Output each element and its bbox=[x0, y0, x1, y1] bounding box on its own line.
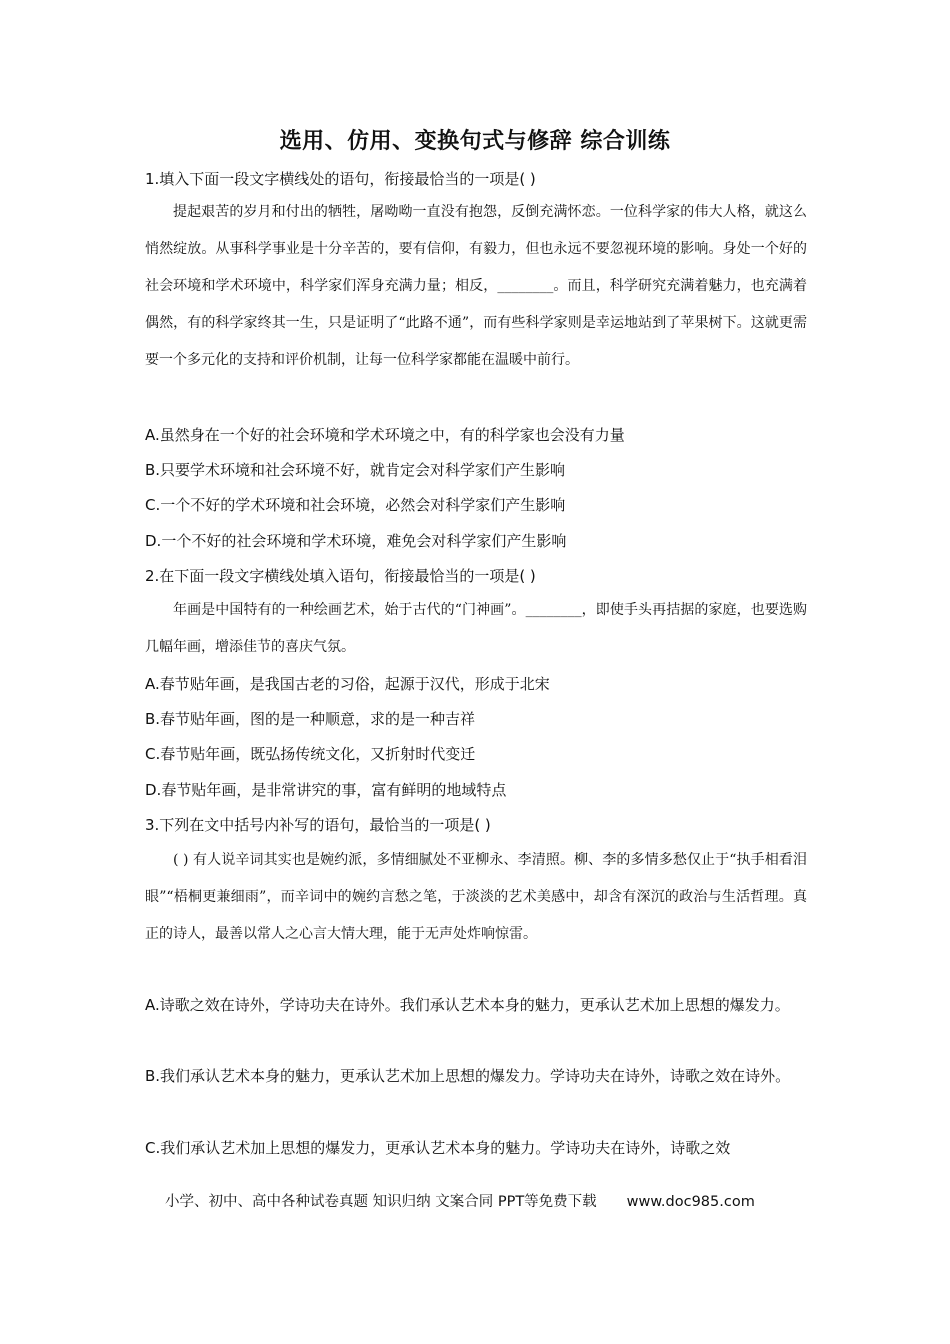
question-1-option-a: A.虽然身在一个好的社会环境和学术环境之中，有的科学家也会没有力量 bbox=[145, 426, 625, 444]
question-3-passage: ( ) 有人说辛词其实也是婉约派，多情细腻处不亚柳永、李清照。柳、李的多情多愁仅止于“执手相看泪眼”“梧桐更兼细雨”，而辛词中的婉约言愁之笔，于淡淡的艺术美感中，却含有深沉的政治与生活哲理。真正的诗人，最善以常人之心言大情大理，能于无声处炸响惊雷。 bbox=[145, 852, 807, 942]
question-1-option-c: C.一个不好的学术环境和社会环境，必然会对科学家们产生影响 bbox=[145, 496, 566, 514]
question-2-option-d: D.春节贴年画，是非常讲究的事，富有鲜明的地域特点 bbox=[145, 781, 507, 799]
footer-text: 小学、初中、高中各种试卷真题 知识归纳 文案合同 PPT等免费下载 bbox=[165, 1194, 597, 1210]
question-3-option-c: C.我们承认艺术加上思想的爆发力，更承认艺术本身的魅力。学诗功夫在诗外，诗歌之效 bbox=[145, 1139, 731, 1157]
question-2-option-c: C.春节贴年画，既弘扬传统文化，又折射时代变迁 bbox=[145, 745, 476, 763]
page-title: 选用、仿用、变换句式与修辞 综合训练 bbox=[279, 129, 671, 154]
question-1-stem: 1.填入下面一段文字横线处的语句，衔接最恰当的一项是( ) bbox=[145, 170, 536, 188]
question-1-passage: 提起艰苦的岁月和付出的牺牲，屠呦呦一直没有抱怨，反倒充满怀恋。一位科学家的伟大人格，就这么悄然绽放。从事科学事业是十分辛苦的，要有信仰，有毅力，但也永远不要忽视环境的影响。身处一个好的社会环境和学术环境中，科学家们浑身充满力量；相反，________。而且，科学研究充满着魅力，也充满着偶然，有的科学家终其一生，只是证明了“此路不通”，而有些科学家则是幸运地站到了苹果树下。这就更需要一个多元化的支持和评价机制，让每一位科学家都能在温暖中前行。 bbox=[145, 204, 807, 368]
footer-url[interactable]: www.doc985.com bbox=[626, 1194, 755, 1210]
question-2-option-b: B.春节贴年画，图的是一种顺意，求的是一种吉祥 bbox=[145, 710, 476, 728]
question-2-passage: 年画是中国特有的一种绘画艺术，始于古代的“门神画”。________，即使手头再拮据的家庭，也要选购几幅年画，增添佳节的喜庆气氛。 bbox=[145, 602, 807, 655]
question-2-option-a: A.春节贴年画，是我国古老的习俗，起源于汉代，形成于北宋 bbox=[145, 675, 550, 693]
page-footer bbox=[165, 1190, 755, 1211]
question-1-option-b: B.只要学术环境和社会环境不好，就肯定会对科学家们产生影响 bbox=[145, 461, 566, 479]
question-3-option-a: A.诗歌之效在诗外，学诗功夫在诗外。我们承认艺术本身的魅力，更承认艺术加上思想的爆发力。 bbox=[145, 996, 790, 1014]
question-3-stem: 3.下列在文中括号内补写的语句，最恰当的一项是( ) bbox=[145, 816, 491, 834]
question-3-option-b: B.我们承认艺术本身的魅力，更承认艺术加上思想的爆发力。学诗功夫在诗外，诗歌之效在诗外。 bbox=[145, 1067, 791, 1085]
question-2-stem: 2.在下面一段文字横线处填入语句，衔接最恰当的一项是( ) bbox=[145, 567, 536, 585]
question-1-option-d: D.一个不好的社会环境和学术环境，难免会对科学家们产生影响 bbox=[145, 532, 567, 550]
